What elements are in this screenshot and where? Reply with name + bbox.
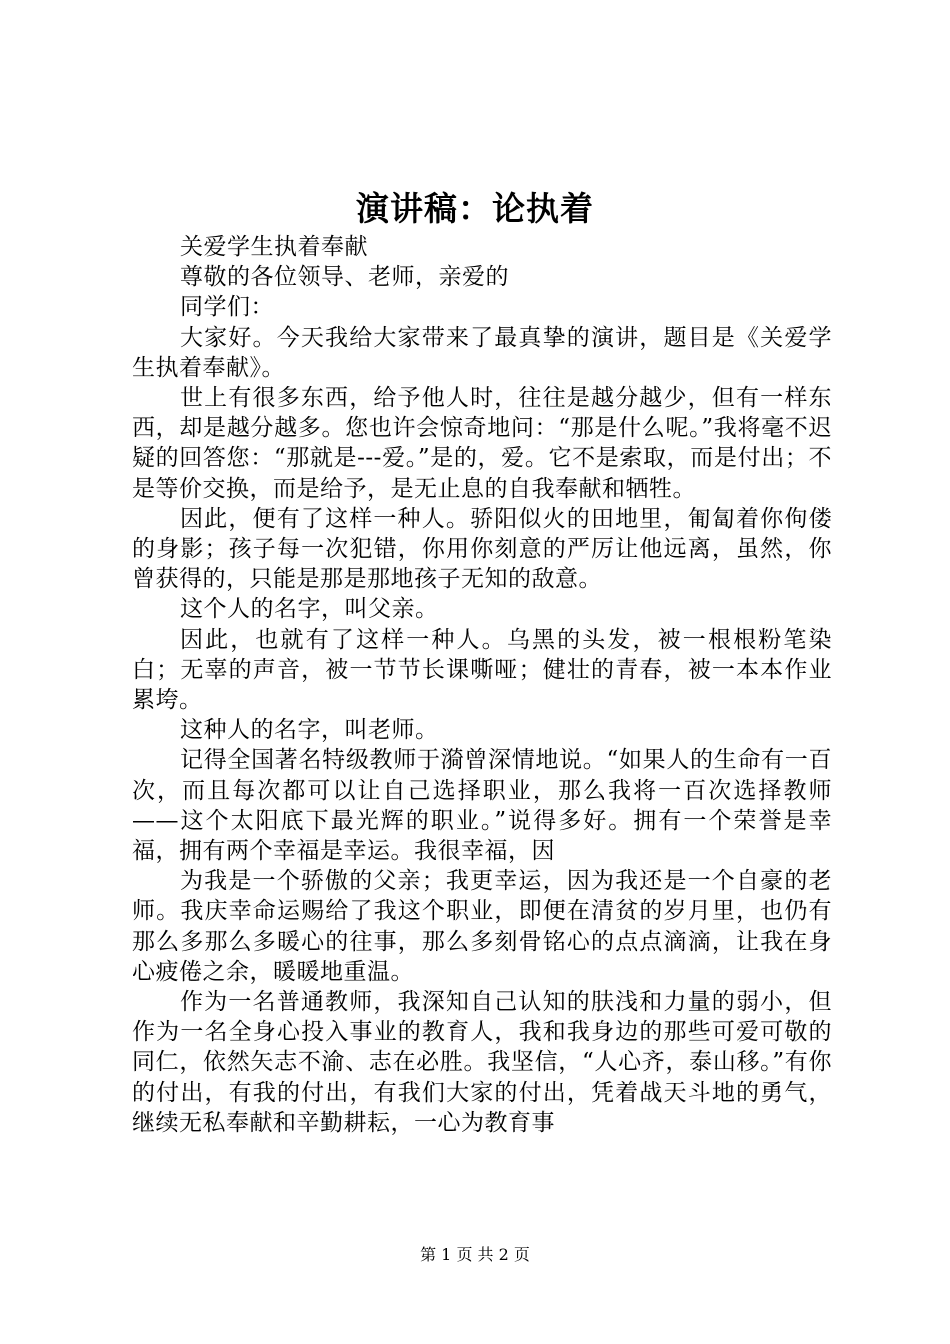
paragraph-salutation-cont: 同学们：	[180, 294, 274, 321]
paragraph-father-name: 这个人的名字，叫父亲。	[180, 596, 439, 623]
paragraph-teacher-description: 因此，也就有了这样一种人。乌黑的头发，被一根根粉笔染白；无辜的声音，被一节节长课嘶哑；健壮的青春，被一本本作业累垮。	[132, 626, 832, 714]
paragraph-salutation: 尊敬的各位领导、老师，亲爱的	[180, 264, 509, 291]
paragraph-quote: 记得全国著名特级教师于漪曾深情地说。“如果人的生命有一百次，而且每次都可以让自己选择职业，那么我将一百次选择教师——这个太阳底下最光辉的职业。”说得多好。拥有一个荣誉是幸福，拥有两个幸福是幸运。我很幸福，因	[132, 747, 832, 865]
paragraph-subtitle: 关爱学生执着奉献	[180, 234, 368, 260]
paragraph-greeting: 大家好。今天我给大家带来了最真挚的演讲，题目是《关爱学生执着奉献》。	[132, 324, 832, 381]
paragraph-fortune: 为我是一个骄傲的父亲；我更幸运，因为我还是一个自豪的老师。我庆幸命运赐给了我这个职业，即便在清贫的岁月里，也仍有那么多那么多暖心的往事，那么多刻骨铭心的点点滴滴，让我在身心疲倦之余，暖暖地重温。	[132, 868, 832, 985]
paragraph-teacher-name: 这种人的名字，叫老师。	[180, 717, 439, 744]
paragraph-father-description: 因此，便有了这样一种人。骄阳似火的田地里，匍匐着你佝偻的身影；孩子每一次犯错，你用你刻意的严厉让他远离，虽然，你曾获得的，只能是那是那地孩子无知的敌意。	[132, 505, 832, 593]
page-footer: 第 1 页 共 2 页	[420, 1245, 530, 1264]
document-title: 演讲稿：论执着	[356, 189, 594, 228]
document-body	[132, 232, 832, 1138]
paragraph-commitment: 作为一名普通教师，我深知自己认知的肤浅和力量的弱小，但作为一名全身心投入事业的教育人，我和我身边的那些可爱可敬的同仁，依然矢志不渝、志在必胜。我坚信，“人心齐，泰山移。”有你的付出，有我的付出，有我们大家的付出，凭着战天斗地的勇气，继续无私奉献和辛勤耕耘，一心为教育事	[132, 989, 832, 1136]
paragraph-love: 世上有很多东西，给予他人时，往往是越分越少，但有一样东西，却是越分越多。您也许会惊奇地问：“那是什么呢。”我将毫不迟疑的回答您：“那就是---爱。”是的，爱。它不是索取，而是付出；不是等价交换，而是给予，是无止息的自我奉献和牺牲。	[132, 385, 832, 502]
